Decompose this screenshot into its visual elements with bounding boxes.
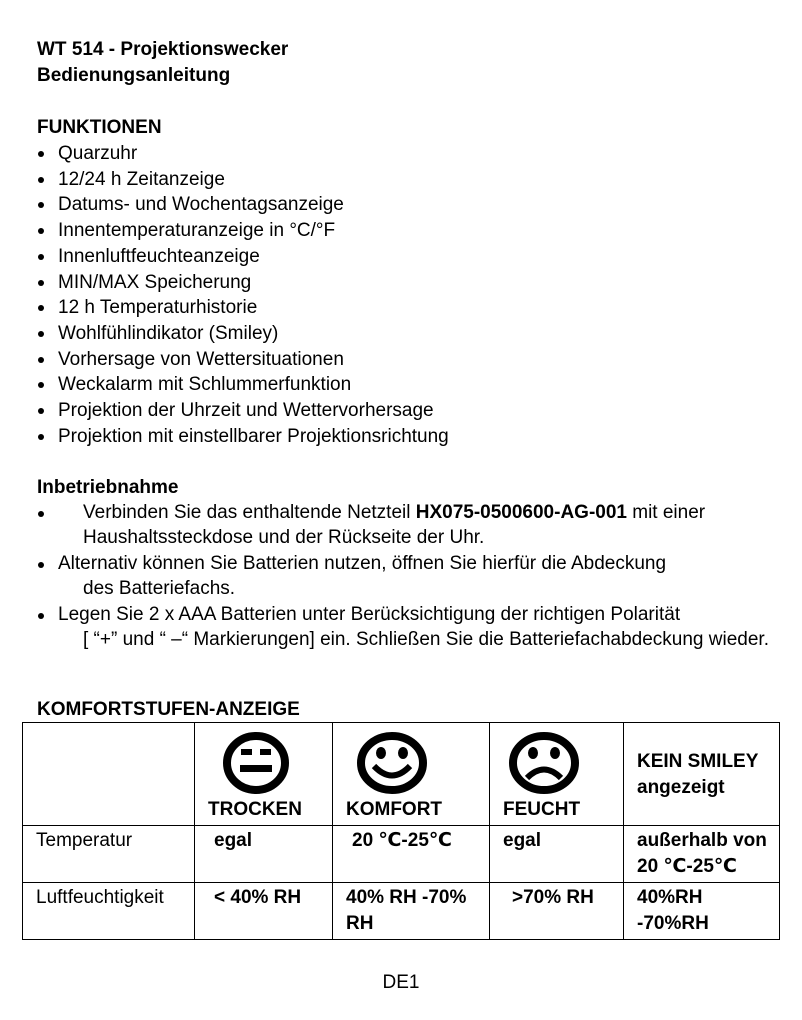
list-item: Datums- und Wochentagsanzeige [37, 192, 779, 218]
table-row [23, 883, 780, 940]
document-subtitle: Bedienungsanleitung [37, 65, 231, 86]
funktionen-heading: FUNKTIONEN [37, 117, 162, 138]
column-label: TROCKEN [208, 799, 302, 820]
smiley-face-icon [355, 731, 429, 795]
item-text: mit einer Haushaltssteckdose und der Rückseite der Uhr. [83, 502, 706, 548]
table-header-komfort [333, 723, 490, 826]
power-supply-model: HX075-0500600-AG-001 [415, 502, 627, 524]
table-cell: 20 ℃-25℃ [333, 826, 490, 883]
table-header-kein-smiley [624, 723, 780, 826]
table-cell: außerhalb von 20 ℃-25℃ [624, 826, 780, 883]
item-text: Verbinden Sie das enthaltende Netzteil [83, 502, 416, 524]
list-item: Wohlfühlindikator (Smiley) [37, 321, 779, 347]
list-item [37, 603, 779, 652]
document-page [37, 37, 779, 654]
list-item: Vorhersage von Wettersituationen [37, 347, 779, 373]
list-item: 12 h Temperaturhistorie [37, 295, 779, 321]
inbetriebnahme-list [37, 501, 779, 652]
list-item: 12/24 h Zeitanzeige [37, 167, 779, 193]
komfort-heading: KOMFORTSTUFEN-ANZEIGE [37, 699, 300, 720]
comfort-table [22, 722, 780, 940]
list-item [37, 501, 779, 550]
table-cell-empty [23, 723, 195, 826]
table-header-trocken [195, 723, 333, 826]
table-cell: egal [195, 826, 333, 883]
inbetriebnahme-heading: Inbetriebnahme [37, 477, 179, 499]
table-cell: 40%RH -70%RH [624, 883, 780, 940]
list-item: Quarzuhr [37, 141, 779, 167]
table-cell: 40% RH -70% RH [333, 883, 490, 940]
list-item: Projektion der Uhrzeit und Wettervorhersage [37, 398, 779, 424]
list-item: Weckalarm mit Schlummerfunktion [37, 372, 779, 398]
item-text: Legen Sie 2 x AAA Batterien unter Berücksichtigung der richtigen Polarität [58, 604, 681, 626]
item-text: Alternativ können Sie Batterien nutzen, öffnen Sie hierfür die Abdeckung [58, 553, 667, 575]
table-cell: >70% RH [490, 883, 624, 940]
table-cell: < 40% RH [195, 883, 333, 940]
table-header-feucht [490, 723, 624, 826]
list-item: Innentemperaturanzeige in °C/°F [37, 218, 779, 244]
column-label: KOMFORT [346, 799, 443, 820]
table-row [23, 723, 780, 826]
item-text-continued: [ “+” und “ –“ Markierungen] ein. Schließen Sie die Batteriefachabdeckung wieder. [83, 628, 769, 650]
page-number: DE1 [382, 972, 420, 993]
table-cell: egal [490, 826, 624, 883]
item-text-continued: des Batteriefachs. [83, 577, 236, 599]
row-label-temperatur: Temperatur [23, 826, 195, 883]
funktionen-list [37, 141, 779, 449]
sad-face-icon [507, 731, 581, 795]
neutral-face-icon [221, 731, 291, 795]
list-item: MIN/MAX Speicherung [37, 270, 779, 296]
row-label-luftfeuchtigkeit: Luftfeuchtigkeit [23, 883, 195, 940]
document-title: WT 514 - Projektionswecker [37, 39, 289, 60]
column-label: FEUCHT [503, 799, 581, 820]
table-row [23, 826, 780, 883]
column-label: KEIN SMILEY angezeigt [637, 751, 759, 798]
list-item [37, 552, 779, 601]
list-item: Innenluftfeuchteanzeige [37, 244, 779, 270]
list-item: Projektion mit einstellbarer Projektionsrichtung [37, 424, 779, 450]
